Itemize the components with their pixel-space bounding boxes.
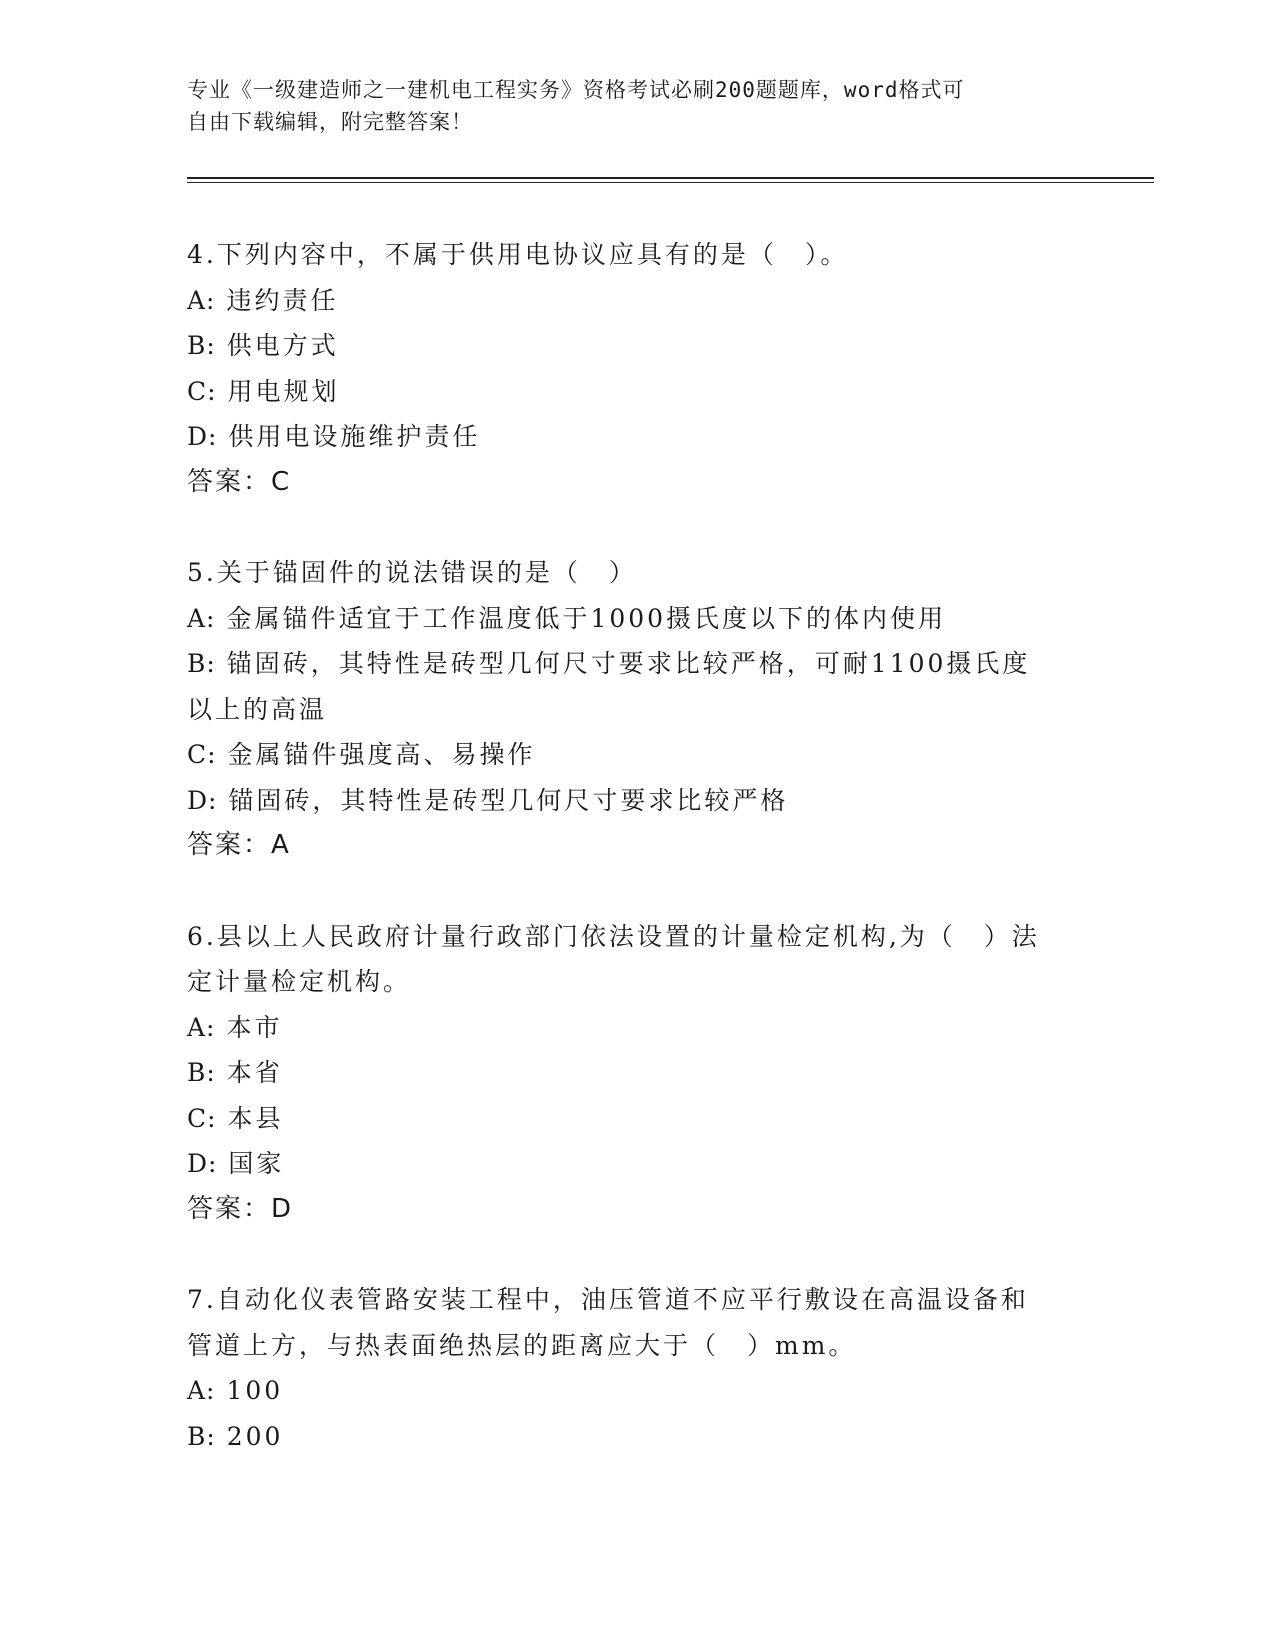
option-label: C: [187,1103,217,1133]
question-stem: 7.自动化仪表管路安装工程中，油压管道不应平行敷设在高温设备和 [187,1285,1029,1314]
header-divider-thin [187,182,1154,183]
question-stem: 4.下列内容中，不属于供用电协议应具有的是（ ）。 [187,240,849,269]
option-text: 100 [226,1376,284,1405]
option-label: A: [187,603,216,633]
option-label: A: [187,1012,216,1042]
option-a [187,278,1067,324]
option-text: 金属锚件强度高、易操作 [227,740,536,769]
option-text: 锚固砖，其特性是砖型几何尺寸要求比较严格，可耐1100摄氏度 [226,649,1031,678]
option-text: 本县 [227,1103,284,1133]
option-b [187,641,1067,687]
option-label: C: [187,740,217,769]
option-text: 200 [226,1421,284,1451]
question-4 [187,232,1067,505]
option-text: 国家 [228,1149,285,1178]
option-text: 本市 [226,1012,283,1042]
option-a [187,1368,1067,1414]
option-label: B: [187,1058,216,1087]
header-divider-thick [187,177,1154,179]
option-c [187,732,1067,778]
option-label: D: [187,785,218,815]
option-b-continuation: 以上的高温 [187,694,328,724]
question-stem: 5.关于锚固件的说法错误的是（ ） [187,558,637,587]
option-d [187,1141,1067,1187]
option-b [187,1050,1067,1096]
question-stem-continuation: 管道上方，与热表面绝热层的距离应大于（ ）mm。 [187,1330,857,1360]
header-line-2: 自由下载编辑，附完整答案！ [187,110,473,134]
option-text: 金属锚件适宜于工作温度低于1000摄氏度以下的体内使用 [226,603,947,633]
header-line-1: 专业《一级建造师之一建机电工程实务》资格考试必刷200题题库，word格式可 [187,78,965,102]
option-d [187,778,1067,824]
option-label: A: [187,1376,216,1405]
answer-line: 答案：D [187,1193,294,1224]
option-label: B: [187,1421,216,1451]
option-label: D: [187,1149,218,1178]
question-7 [187,1277,1067,1459]
option-text: 违约责任 [226,285,339,315]
option-label: A: [187,285,216,315]
option-text: 供用电设施维护责任 [228,422,481,451]
question-list [187,232,1067,1459]
answer-line: 答案：C [187,466,292,497]
answer-line: 答案：A [187,830,291,860]
option-b [187,1414,1067,1460]
option-d [187,414,1067,460]
question-6 [187,914,1067,1233]
option-label: D: [187,422,218,451]
question-stem-continuation: 定计量检定机构。 [187,967,412,996]
document-header [187,74,1067,138]
option-label: C: [187,376,217,406]
question-stem: 6.县以上人民政府计量行政部门依法设置的计量检定机构,为（ ）法 [187,921,1040,951]
option-a [187,1005,1067,1051]
option-label: B: [187,649,216,678]
option-text: 供电方式 [226,331,339,360]
option-c [187,369,1067,415]
option-text: 本省 [226,1058,283,1087]
option-a [187,596,1067,642]
option-b [187,323,1067,369]
option-text: 锚固砖，其特性是砖型几何尺寸要求比较严格 [228,785,789,815]
option-label: B: [187,331,216,360]
question-5 [187,550,1067,869]
option-text: 用电规划 [227,376,340,406]
option-c [187,1096,1067,1142]
